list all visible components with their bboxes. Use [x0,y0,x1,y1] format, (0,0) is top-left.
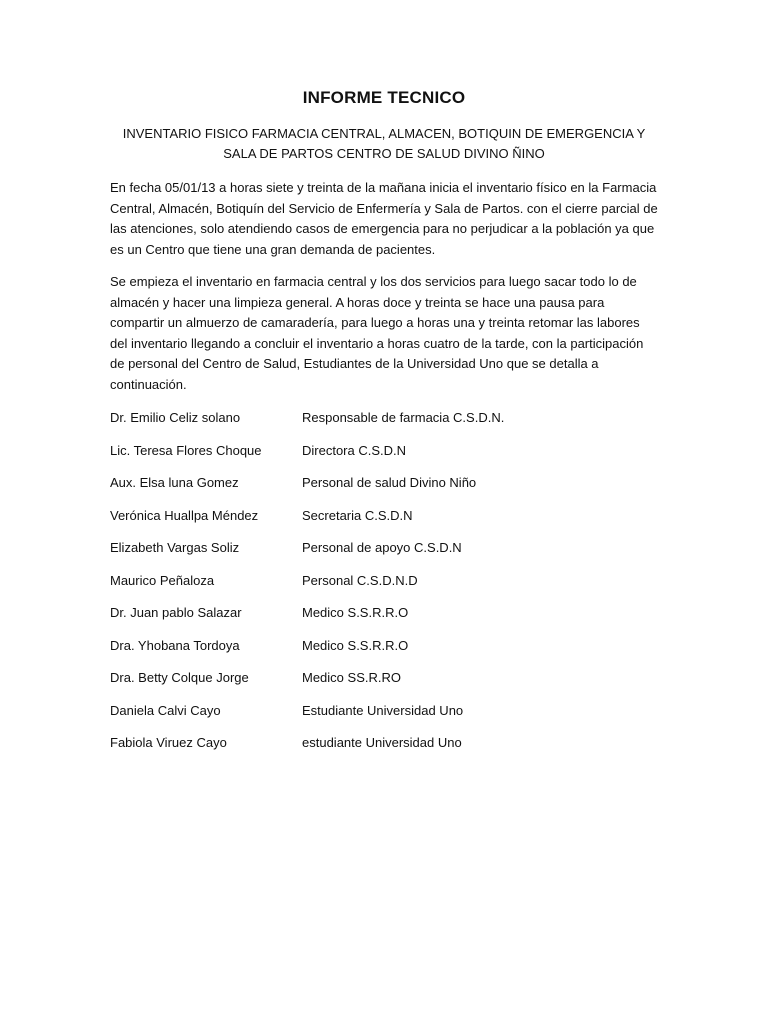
participant-name: Daniela Calvi Cayo [110,702,221,718]
participant-name: Elizabeth Vargas Soliz [110,540,240,555]
participant-role: estudiante Universidad Uno [302,735,462,750]
participant-row [110,409,658,442]
paragraph-1: En fecha 05/01/13 a horas siete y treinta de la mañana inicia el inventario físico en la Farmacia Central, Almacén, Botiquín del Servicio de Enfermería y Sala de Partos. con el cierre parcial de las atenciones, solo atendiendo casos de emergencia para no perjudicar a la población ya que es un Centro que tiene una gran demanda de pacientes. [110,180,658,257]
participant-role: Personal de salud Divino Niño [302,475,477,490]
participant-name: Fabiola Viruez Cayo [110,735,227,750]
participant-role: Directora C.S.D.N [302,442,407,458]
participant-name: Lic. Teresa Flores Choque [110,442,262,458]
participant-name: Dr. Emilio Celiz solano [110,410,241,425]
participant-row [110,734,658,767]
participant-row [110,669,658,702]
participant-name: Maurico Peñaloza [110,572,215,588]
participant-role: Medico S.S.R.R.O [302,637,409,653]
participant-role: Responsable de farmacia C.S.D.N. [302,410,505,425]
participant-role: Personal C.S.D.N.D [302,572,418,588]
participant-row [110,539,658,572]
paragraph-2: Se empieza el inventario en farmacia central y los dos servicios para luego sacar todo lo de almacén y hacer una limpieza general. A horas doce y treinta se hace una pausa para compartir un almuerzo de camaradería, para luego a horas una y treinta retomar las labores del inventario llegando a concluir el inventario a horas cuatro de la tarde, con la participación de personal del Centro de Salud, Estudiantes de la Universidad Uno que se detalla a continuación. [110,274,644,392]
participant-name: Aux. Elsa luna Gomez [110,475,239,490]
participant-name: Dra. Betty Colque Jorge [110,670,249,685]
participant-name: Dr. Juan pablo Salazar [110,605,242,620]
participant-role: Secretaria C.S.D.N [302,507,413,523]
participant-role: Personal de apoyo C.S.D.N [302,540,462,555]
document-page [110,88,658,767]
participant-row [110,702,658,735]
participant-row [110,572,658,605]
participant-role: Medico S.S.R.R.O [302,605,409,620]
subtitle-line-1: INVENTARIO FISICO FARMACIA CENTRAL, ALMACEN, BOTIQUIN DE EMERGENCIA Y [122,126,646,141]
participant-role: Medico SS.R.RO [302,670,401,685]
participant-row [110,637,658,670]
document-subtitle [110,124,658,164]
subtitle-line-2: SALA DE PARTOS CENTRO DE SALUD DIVINO ÑINO [223,146,545,161]
participants-list [110,409,658,767]
participant-row [110,442,658,475]
participant-role: Estudiante Universidad Uno [302,702,464,718]
participant-row [110,507,658,540]
participant-name: Verónica Huallpa Méndez [110,507,259,523]
document-title: INFORME TECNICO [302,88,466,107]
participant-row [110,474,658,507]
participant-row [110,604,658,637]
participant-name: Dra. Yhobana Tordoya [110,637,240,653]
